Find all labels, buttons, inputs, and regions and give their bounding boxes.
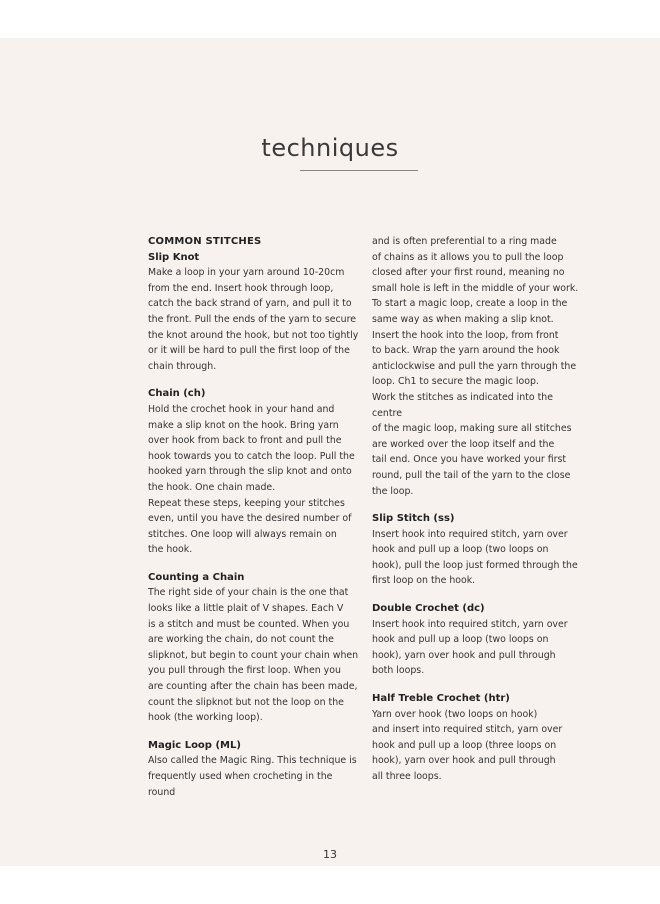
section-gap	[372, 499, 582, 511]
body-text-line: the hook.	[148, 544, 193, 556]
body-text-line: the front. Pull the ends of the yarn to secure	[148, 313, 356, 325]
body-text-line: make a slip knot on the hook. Bring yarn	[148, 419, 339, 431]
section-gap	[372, 679, 582, 691]
technique-section	[148, 570, 362, 726]
page-number: 13	[323, 848, 337, 861]
body-text-line: to back. Wrap the yarn around the hook	[372, 345, 560, 357]
technique-heading: Magic Loop (ML)	[148, 739, 241, 751]
body-text-line: even, until you have the desired number of	[148, 513, 352, 525]
body-text-line: hook), yarn over hook and pull through	[372, 755, 556, 767]
body-text-line: round, pull the tail of the yarn to the close	[372, 469, 571, 481]
body-text-line: Work the stitches as indicated into the centre	[372, 391, 553, 419]
technique-section	[372, 601, 582, 679]
body-text-line: and is often preferential to a ring made	[372, 236, 557, 247]
body-text-line: The right side of your chain is the one that	[148, 587, 349, 599]
body-text-line: Also called the Magic Ring. This technique is	[148, 755, 357, 767]
technique-section	[372, 511, 582, 589]
section-gap	[148, 374, 362, 386]
body-text-line: Hold the crochet hook in your hand and	[148, 403, 335, 415]
left-sections	[148, 250, 362, 801]
body-text-line: both loops.	[372, 665, 425, 677]
left-column	[148, 234, 362, 800]
body-text-line: anticlockwise and pull the yarn through the	[372, 360, 577, 372]
body-text-line: from the end. Insert hook through loop,	[148, 282, 334, 294]
section-label: COMMON STITCHES	[148, 236, 262, 247]
body-text-line: Insert hook into required stitch, yarn over	[372, 528, 568, 540]
body-text-line: Insert hook into required stitch, yarn over	[372, 618, 568, 630]
technique-heading: Slip Knot	[148, 251, 200, 263]
title-underline	[300, 170, 418, 171]
technique-heading: Chain (ch)	[148, 388, 206, 400]
body-text-line: Yarn over hook (two loops on hook)	[372, 708, 538, 720]
technique-heading: Counting a Chain	[148, 571, 245, 583]
body-text-line: hook and pull up a loop (two loops on	[372, 634, 549, 646]
body-text-line: stitches. One loop will always remain on	[148, 528, 337, 540]
body-text-line: catch the back strand of yarn, and pull it to	[148, 298, 352, 310]
body-text-line: hook and pull up a loop (two loops on	[372, 544, 549, 556]
body-text-line: over hook from back to front and pull the	[148, 435, 342, 447]
section-gap	[148, 726, 362, 738]
technique-heading: Half Treble Crochet (htr)	[372, 693, 510, 705]
body-text-line: hook), pull the loop just formed through the	[372, 559, 578, 571]
body-text-line: you pull through the first loop. When you	[148, 665, 341, 677]
body-text-line: hook towards you to catch the loop. Pull the	[148, 450, 355, 462]
body-text-line: hooked yarn through the slip knot and onto	[148, 466, 352, 478]
body-text-line: To start a magic loop, create a loop in the	[372, 298, 568, 310]
body-text-line: the hook. One chain made.	[148, 481, 276, 493]
technique-heading: Double Crochet (dc)	[372, 603, 485, 615]
body-text-line: tail end. Once you have worked your first	[372, 454, 567, 466]
technique-section	[148, 250, 362, 375]
body-text-line: small hole is left in the middle of your work.	[372, 282, 579, 294]
section-gap	[372, 589, 582, 601]
body-text-line: are worked over the loop itself and the	[372, 438, 555, 450]
body-text-line: the loop.	[372, 485, 414, 497]
technique-heading: Slip Stitch (ss)	[372, 513, 455, 525]
book-page	[0, 38, 660, 866]
body-text-line: Insert the hook into the loop, from front	[372, 329, 559, 341]
body-text-line: Make a loop in your yarn around 10-20cm	[148, 267, 345, 279]
body-text-line: hook and pull up a loop (three loops on	[372, 739, 557, 751]
body-text-line: are counting after the chain has been made,	[148, 681, 358, 693]
body-text-line: all three loops.	[372, 771, 442, 782]
body-text-line: are working the chain, do not count the	[148, 634, 334, 646]
body-text-line: chain through.	[148, 360, 217, 372]
body-text-line: slipknot, but begin to count your chain when	[148, 649, 359, 661]
section-gap	[148, 558, 362, 570]
body-text-line: closed after your first round, meaning no	[372, 267, 565, 279]
body-text-line: same way as when making a slip knot.	[372, 313, 554, 325]
body-text-line: loop. Ch1 to secure the magic loop.	[372, 376, 539, 388]
right-sections	[372, 234, 582, 785]
body-text-line: looks like a little plait of V shapes. Each V	[148, 603, 344, 615]
body-text-line: is a stitch and must be counted. When you	[148, 618, 350, 630]
body-text-line: and insert into required stitch, yarn over	[372, 724, 563, 736]
page-title: techniques	[261, 134, 399, 162]
body-text-line: of the magic loop, making sure all stitches	[372, 423, 572, 435]
body-text-line: Repeat these steps, keeping your stitches	[148, 497, 345, 509]
body-text-line: hook), yarn over hook and pull through	[372, 649, 556, 661]
technique-section	[148, 738, 362, 800]
right-column	[372, 234, 582, 785]
body-text-line: of chains as it allows you to pull the loop	[372, 251, 564, 263]
body-text-line: or it will be hard to pull the first loop of the	[148, 345, 350, 357]
technique-section	[148, 386, 362, 558]
body-text-line: hook (the working loop).	[148, 712, 263, 724]
technique-section	[372, 691, 582, 785]
body-text-line: first loop on the hook.	[372, 575, 476, 587]
body-text-line: count the slipknot but not the loop on the	[148, 696, 344, 708]
technique-section	[372, 234, 582, 499]
body-text-line: the knot around the hook, but not too tightly	[148, 329, 359, 341]
body-text-line: frequently used when crocheting in the round	[148, 771, 333, 798]
